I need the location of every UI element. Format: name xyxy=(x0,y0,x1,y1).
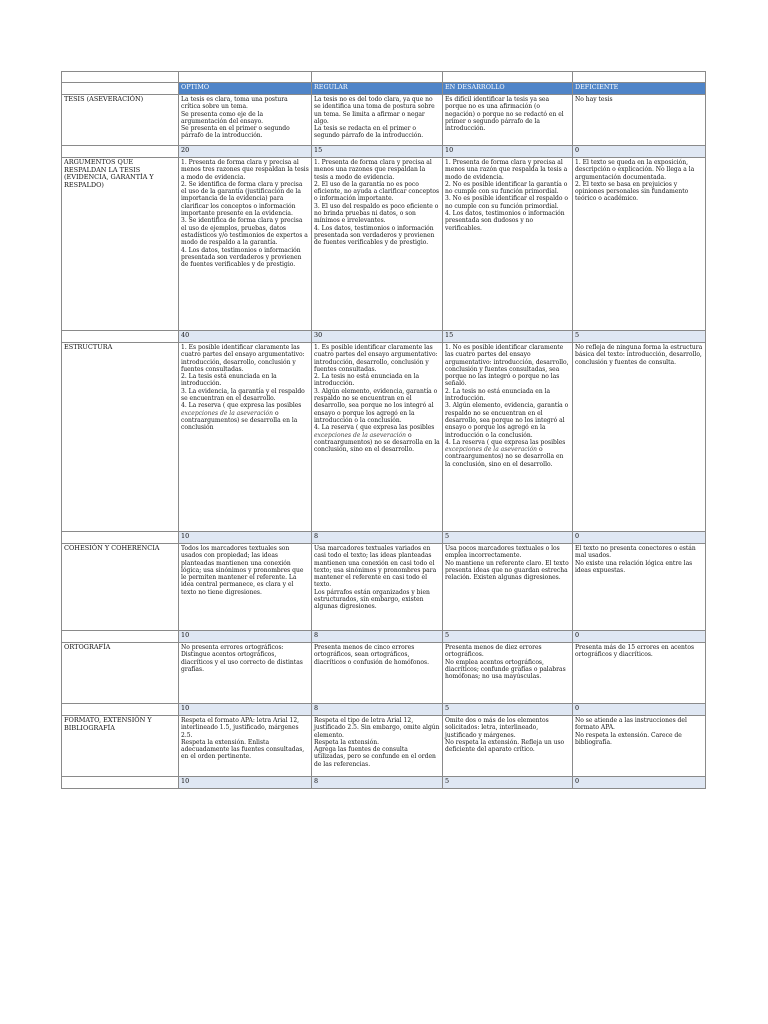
italic-phrase: excepciones de la aseveración xyxy=(181,409,274,417)
descriptor-optimo: La tesis es clara, toma una postura crítica sobre un tema. Se presenta como eje de la argumentación del ensayo. Se presenta en el primer o segundo párrafo de la introducción. xyxy=(179,95,312,146)
italic-phrase: excepciones de la aseveración xyxy=(445,446,538,454)
score-blank xyxy=(62,777,179,789)
descriptor-optimo: 1. Presenta de forma clara y precisa al menos tres razones que respaldan la tesis a modo de evidencia. 2. Se identifica de forma clara y precisa el uso de la garantía (justificación de la importancia de la evidencia) para clarificar los conceptos o información importante presente en la evidencia. 3. Se identifica de forma clara y precisa el uso de ejemplos, pruebas, datos estadísticos y/o testimonios de expertos a modo de respaldo a la garantía. 4. Los datos, testimonios o información presentada son verdaderos y provienen de fuentes verificables y de prestigio. xyxy=(179,158,312,331)
descriptor-deficiente: No refleja de ninguna forma la estructura básica del texto: introducción, desarrollo, conclusión y fuentes de consulta. xyxy=(573,343,706,532)
descriptor-optimo: 1. Es posible identificar claramente las cuatro partes del ensayo argumentativo: introducción, desarrollo, conclusión y fuentes consultadas. 2. La tesis está enunciada en la introducción. 3. La evidencia, la garantía y el respaldo se encuentran en el desarrollo. 4. La reserva ( que expresa las posibles excepciones de la aseveración o contraargumentos) se desarrolla en la conclusión xyxy=(179,343,312,532)
score-en-desarrollo: 10 xyxy=(443,146,573,158)
descriptor-regular: La tesis no es del todo clara, ya que no se identifica una toma de postura sobre un tema. Se limita a afirmar o negar algo. La tesis se redacta en el primer o segundo párrafo de la introducción. xyxy=(312,95,443,146)
score-row xyxy=(62,146,706,158)
descriptor-optimo: Todos los marcadores textuales son usados con propiedad; las ideas planteadas mantienen una conexión lógica; usa sinónimos y pronombres que le permiten mantener el referente. La idea central permanece, es clara y el texto no tiene digresiones. xyxy=(179,544,312,631)
score-blank xyxy=(62,532,179,544)
descriptor-deficiente: No hay tesis xyxy=(573,95,706,146)
criterion-label: ESTRUCTURA xyxy=(62,343,179,532)
score-regular: 15 xyxy=(312,146,443,158)
score-blank xyxy=(62,704,179,716)
descriptor-optimo: No presenta errores ortográficos: Distingue acentos ortográficos, diacríticos y el uso correcto de distintas grafías. xyxy=(179,643,312,704)
criterion-label: TESIS (ASEVERACIÓN) xyxy=(62,95,179,146)
descriptor-deficiente: 1. El texto se queda en la exposición, descripción o explicación. No llega a la argumentación documentada. 2. El texto se basa en prejuicios y opiniones personales sin fundamento teórico o académico. xyxy=(573,158,706,331)
score-deficiente: 0 xyxy=(573,532,706,544)
score-en-desarrollo: 5 xyxy=(443,532,573,544)
descriptor-optimo: Respeta el formato APA: letra Arial 12, interlineado 1.5, justificado, márgenes 2.5. Respeta la extensión. Enlista adecuadamente las fuentes consultadas, en el orden pertinente. xyxy=(179,716,312,777)
descriptor-deficiente: Presenta más de 15 errores en acentos ortográficos y diacríticos. xyxy=(573,643,706,704)
score-blank xyxy=(62,331,179,343)
criterion-row xyxy=(62,544,706,631)
table-top-blank-row xyxy=(62,72,706,83)
header-row xyxy=(62,83,706,95)
score-en-desarrollo: 5 xyxy=(443,704,573,716)
header-en-desarrollo: EN DESARROLLO xyxy=(443,83,573,95)
criterion-row xyxy=(62,95,706,146)
descriptor-en-desarrollo: Usa pocos marcadores textuales o los emplea incorrectamente. No mantiene un referente claro. El texto presenta ideas que no guardan estrecha relación. Existen algunas digresiones. xyxy=(443,544,573,631)
score-deficiente: 5 xyxy=(573,331,706,343)
descriptor-regular: 1. Presenta de forma clara y precisa al menos una razones que respaldan la tesis a modo de evidencia. 2. El uso de la garantía no es poco eficiente, no ayuda a clarificar conceptos o información importante. 3. El uso del respaldo es poco eficiente o no brinda pruebas ni datos, o son mínimos e irrelevantes. 4. Los datos, testimonios o información presentada son verdaderos y provienen de fuentes verificables y de prestigio. xyxy=(312,158,443,331)
descriptor-regular: Respeta el tipo de letra Arial 12, justificado 2.5. Sin embargo, omite algún elemento. Respeta la extensión. Agrega las fuentes de consulta utilizadas, pero se confunde en el orden de las referencias. xyxy=(312,716,443,777)
descriptor-en-desarrollo: 1. Presenta de forma clara y precisa al menos una razón que respalda la tesis a modo de evidencia. 2. No es posible identificar la garantía o no cumple con su función primordial. 3. No es posible identificar el respaldo o no cumple con su función primordial. 4. Los datos, testimonios o información presentada son dudosos y no verificables. xyxy=(443,158,573,331)
descriptor-regular: 1. Es posible identificar claramente las cuatro partes del ensayo argumentativo: introducción, desarrollo, conclusión y fuentes consultadas. 2. La tesis no está enunciada en la introducción. 3. Algún elemento, evidencia, garantía o respaldo no se encuentran en el desarrollo, sea porque no los integró al ensayo o porque los agregó en la introducción o la conclusión. 4. La reserva ( que expresa las posibles excepciones de la aseveración o contraargumentos) no se desarrolla en la conclusión, sino en el desarrollo. xyxy=(312,343,443,532)
descriptor-regular: Presenta menos de cinco errores ortográficos, sean ortográficos, diacríticos o confusión de homófonos. xyxy=(312,643,443,704)
score-regular: 30 xyxy=(312,331,443,343)
score-deficiente: 0 xyxy=(573,146,706,158)
score-en-desarrollo: 15 xyxy=(443,331,573,343)
descriptor-en-desarrollo: Omite dos o más de los elementos solicitados: letra, interlineado, justificado y márgenes. No respeta la extensión. Refleja un uso deficiente del aparato crítico. xyxy=(443,716,573,777)
italic-phrase: excepciones de la aseveración xyxy=(314,431,407,439)
criterion-row xyxy=(62,643,706,704)
rubric-table xyxy=(61,71,706,789)
score-optimo: 10 xyxy=(179,631,312,643)
score-optimo: 10 xyxy=(179,704,312,716)
score-row xyxy=(62,704,706,716)
score-deficiente: 0 xyxy=(573,631,706,643)
header-optimo: OPTIMO xyxy=(179,83,312,95)
criterion-row xyxy=(62,158,706,331)
descriptor-deficiente: El texto no presenta conectores o están mal usados. No existe una relación lógica entre las ideas expuestas. xyxy=(573,544,706,631)
criterion-label: ARGUMENTOS QUE RESPALDAN LA TESIS (EVIDENCIA, GARANTÍA Y RESPALDO) xyxy=(62,158,179,331)
criterion-row xyxy=(62,716,706,777)
score-optimo: 20 xyxy=(179,146,312,158)
descriptor-en-desarrollo: 1. No es posible identificar claramente las cuatro partes del ensayo argumentativo: introducción, desarrollo, conclusión y fuentes consultadas, sea porque no las integró o porque no las señaló. 2. La tesis no está enunciada en la introducción. 3. Algún elemento, evidencia, garantía o respaldo no se encuentran en el desarrollo, sea porque no los integró al ensayo o porque los agregó en la introducción o la conclusión. 4. La reserva ( que expresa las posibles excepciones de la aseveración o contraargumentos) no se desarrolla en la conclusión, sino en el desarrollo. xyxy=(443,343,573,532)
score-optimo: 40 xyxy=(179,331,312,343)
score-regular: 8 xyxy=(312,631,443,643)
score-row xyxy=(62,777,706,789)
score-en-desarrollo: 5 xyxy=(443,631,573,643)
score-regular: 8 xyxy=(312,532,443,544)
score-en-desarrollo: 5 xyxy=(443,777,573,789)
criterion-label: ORTOGRAFÍA xyxy=(62,643,179,704)
score-optimo: 10 xyxy=(179,532,312,544)
descriptor-deficiente: No se atiende a las instrucciones del formato APA. No respeta la extensión. Carece de bibliografía. xyxy=(573,716,706,777)
score-row xyxy=(62,532,706,544)
score-row xyxy=(62,631,706,643)
score-regular: 8 xyxy=(312,704,443,716)
header-regular: REGULAR xyxy=(312,83,443,95)
criterion-label: FORMATO, EXTENSIÓN Y BIBLIOGRAFÍA xyxy=(62,716,179,777)
score-blank xyxy=(62,631,179,643)
descriptor-en-desarrollo: Es difícil identificar la tesis ya sea porque no es una afirmación (o negación) o porque no se redactó en el primer o segundo párrafo de la introducción. xyxy=(443,95,573,146)
criterion-label: COHESIÓN Y COHERENCIA xyxy=(62,544,179,631)
score-blank xyxy=(62,146,179,158)
descriptor-regular: Usa marcadores textuales variados en casi todo el texto; las ideas planteadas mantienen una conexión en casi todo el texto; usa sinónimos y pronombres para mantener el referente en casi todo el texto. Los párrafos están organizados y bien estructurados, sin embargo, existen algunas digresiones. xyxy=(312,544,443,631)
score-optimo: 10 xyxy=(179,777,312,789)
score-regular: 8 xyxy=(312,777,443,789)
score-deficiente: 0 xyxy=(573,704,706,716)
score-row xyxy=(62,331,706,343)
header-blank xyxy=(62,83,179,95)
descriptor-en-desarrollo: Presenta menos de diez errores ortográficos. No emplea acentos ortográficos, diacríticos; confunde grafías o palabras homófonas; no usa mayúsculas. xyxy=(443,643,573,704)
score-deficiente: 0 xyxy=(573,777,706,789)
header-deficiente: DEFICIENTE xyxy=(573,83,706,95)
criterion-row xyxy=(62,343,706,532)
